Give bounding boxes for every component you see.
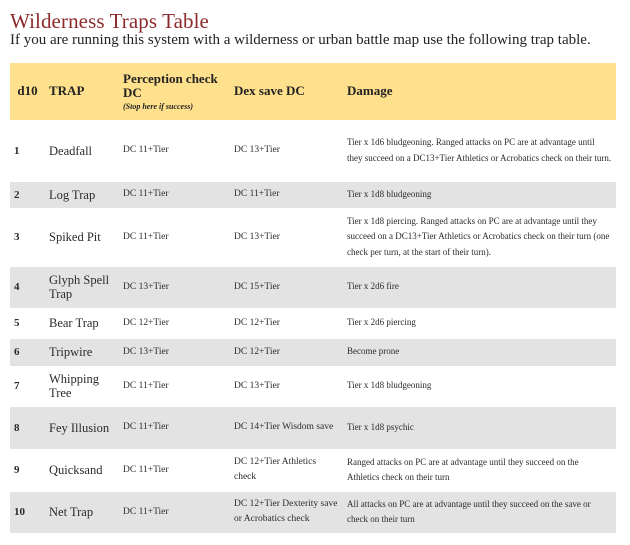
header-damage: Damage bbox=[347, 83, 393, 99]
cell-dex: DC 12+Tier bbox=[234, 346, 280, 357]
page-title: Wilderness Traps Table bbox=[10, 9, 209, 33]
cell-die: 10 bbox=[14, 506, 25, 519]
cell-die: 9 bbox=[14, 464, 20, 476]
table-row bbox=[10, 338, 616, 366]
cell-trap: Quicksand bbox=[49, 463, 103, 477]
cell-dex: DC 13+Tier bbox=[234, 145, 280, 155]
cell-damage: Tier x 2d6 fire bbox=[347, 281, 399, 292]
cell-trap: Bear Trap bbox=[49, 316, 99, 330]
cell-damage: Ranged attacks on PC are at advantage until they succeed on the Athletics check on their turn bbox=[347, 456, 579, 482]
cell-trap: Glyph Spell Trap bbox=[49, 273, 110, 301]
header-die: d10 bbox=[17, 83, 38, 99]
cell-perception: DC 11+Tier bbox=[123, 506, 169, 517]
cell-die: 7 bbox=[14, 380, 20, 392]
cell-die: 1 bbox=[14, 144, 20, 157]
cell-perception: DC 11+Tier bbox=[123, 380, 169, 391]
table-row bbox=[10, 181, 616, 208]
traps-table bbox=[10, 63, 616, 533]
header-trap: TRAP bbox=[49, 83, 85, 99]
header-row bbox=[10, 63, 616, 120]
table-header bbox=[10, 63, 616, 120]
cell-trap: Log Trap bbox=[49, 187, 96, 202]
cell-perception: DC 11+Tier bbox=[123, 231, 169, 242]
table-body bbox=[10, 120, 616, 533]
table-row bbox=[10, 491, 616, 533]
cell-die: 2 bbox=[14, 188, 20, 201]
cell-die: 5 bbox=[14, 317, 20, 329]
cell-damage: Tier x 1d8 bludgeoning bbox=[347, 380, 432, 391]
header-perception-note: (Stop here if success) bbox=[123, 101, 193, 111]
cell-trap: Tripwire bbox=[49, 345, 93, 359]
table-row bbox=[10, 406, 616, 449]
header-perception bbox=[119, 63, 230, 120]
cell-damage: Tier x 2d6 piercing bbox=[347, 317, 416, 328]
header-dex: Dex save DC bbox=[234, 83, 305, 99]
cell-damage: Tier x 1d8 bludgeoning bbox=[347, 188, 432, 199]
table-row bbox=[10, 208, 616, 266]
cell-damage: Tier x 1d8 psychic bbox=[347, 421, 414, 432]
table-row bbox=[10, 120, 616, 181]
cell-dex: DC 11+Tier bbox=[234, 189, 280, 199]
header-perception-label: Perception check DC bbox=[123, 70, 218, 100]
cell-trap: Fey Illusion bbox=[49, 420, 110, 435]
cell-damage: Become prone bbox=[347, 346, 400, 357]
cell-die: 6 bbox=[14, 346, 20, 358]
cell-dex: DC 14+Tier Wisdom save bbox=[234, 422, 334, 432]
cell-perception: DC 11+Tier bbox=[123, 464, 169, 475]
cell-perception: DC 11+Tier bbox=[123, 145, 169, 155]
cell-damage: Tier x 1d6 bludgeoning. Ranged attacks on PC are at advantage until they succeed on a DC13+Tier Athletics or Acrobatics check on their turn. bbox=[347, 137, 612, 163]
cell-die: 4 bbox=[14, 281, 20, 293]
cell-damage: All attacks on PC are at advantage until they succeed on the save or check on their turn bbox=[347, 498, 591, 525]
cell-dex: DC 12+Tier bbox=[234, 317, 280, 328]
cell-perception: DC 11+Tier bbox=[123, 422, 169, 432]
cell-trap: Deadfall bbox=[49, 143, 93, 158]
cell-die: 3 bbox=[14, 231, 20, 243]
table-row bbox=[10, 449, 616, 491]
table-row bbox=[10, 366, 616, 406]
cell-trap: Spiked Pit bbox=[49, 230, 101, 244]
table-row bbox=[10, 308, 616, 338]
cell-perception: DC 11+Tier bbox=[123, 189, 169, 199]
cell-die: 8 bbox=[14, 421, 20, 434]
cell-dex: DC 13+Tier bbox=[234, 231, 280, 242]
cell-perception: DC 13+Tier bbox=[123, 281, 169, 292]
cell-trap: Whipping Tree bbox=[49, 372, 99, 400]
cell-perception: DC 13+Tier bbox=[123, 346, 169, 357]
page-subtitle: If you are running this system with a wilderness or urban battle map use the following trap table. bbox=[10, 32, 591, 48]
cell-damage: Tier x 1d8 piercing. Ranged attacks on PC are at advantage until they succeed on a DC13+Tier Athletics or Acrobatics check on their turn (one check per turn, at the start of their turn). bbox=[347, 215, 610, 257]
cell-dex: DC 13+Tier bbox=[234, 380, 280, 391]
cell-dex: DC 12+Tier Dexterity save or Acrobatics check bbox=[234, 499, 338, 525]
cell-trap: Net Trap bbox=[49, 505, 94, 520]
cell-dex: DC 15+Tier bbox=[234, 281, 280, 292]
cell-dex: DC 12+Tier Athletics check bbox=[234, 457, 317, 482]
table-row bbox=[10, 266, 616, 308]
cell-perception: DC 12+Tier bbox=[123, 317, 169, 328]
